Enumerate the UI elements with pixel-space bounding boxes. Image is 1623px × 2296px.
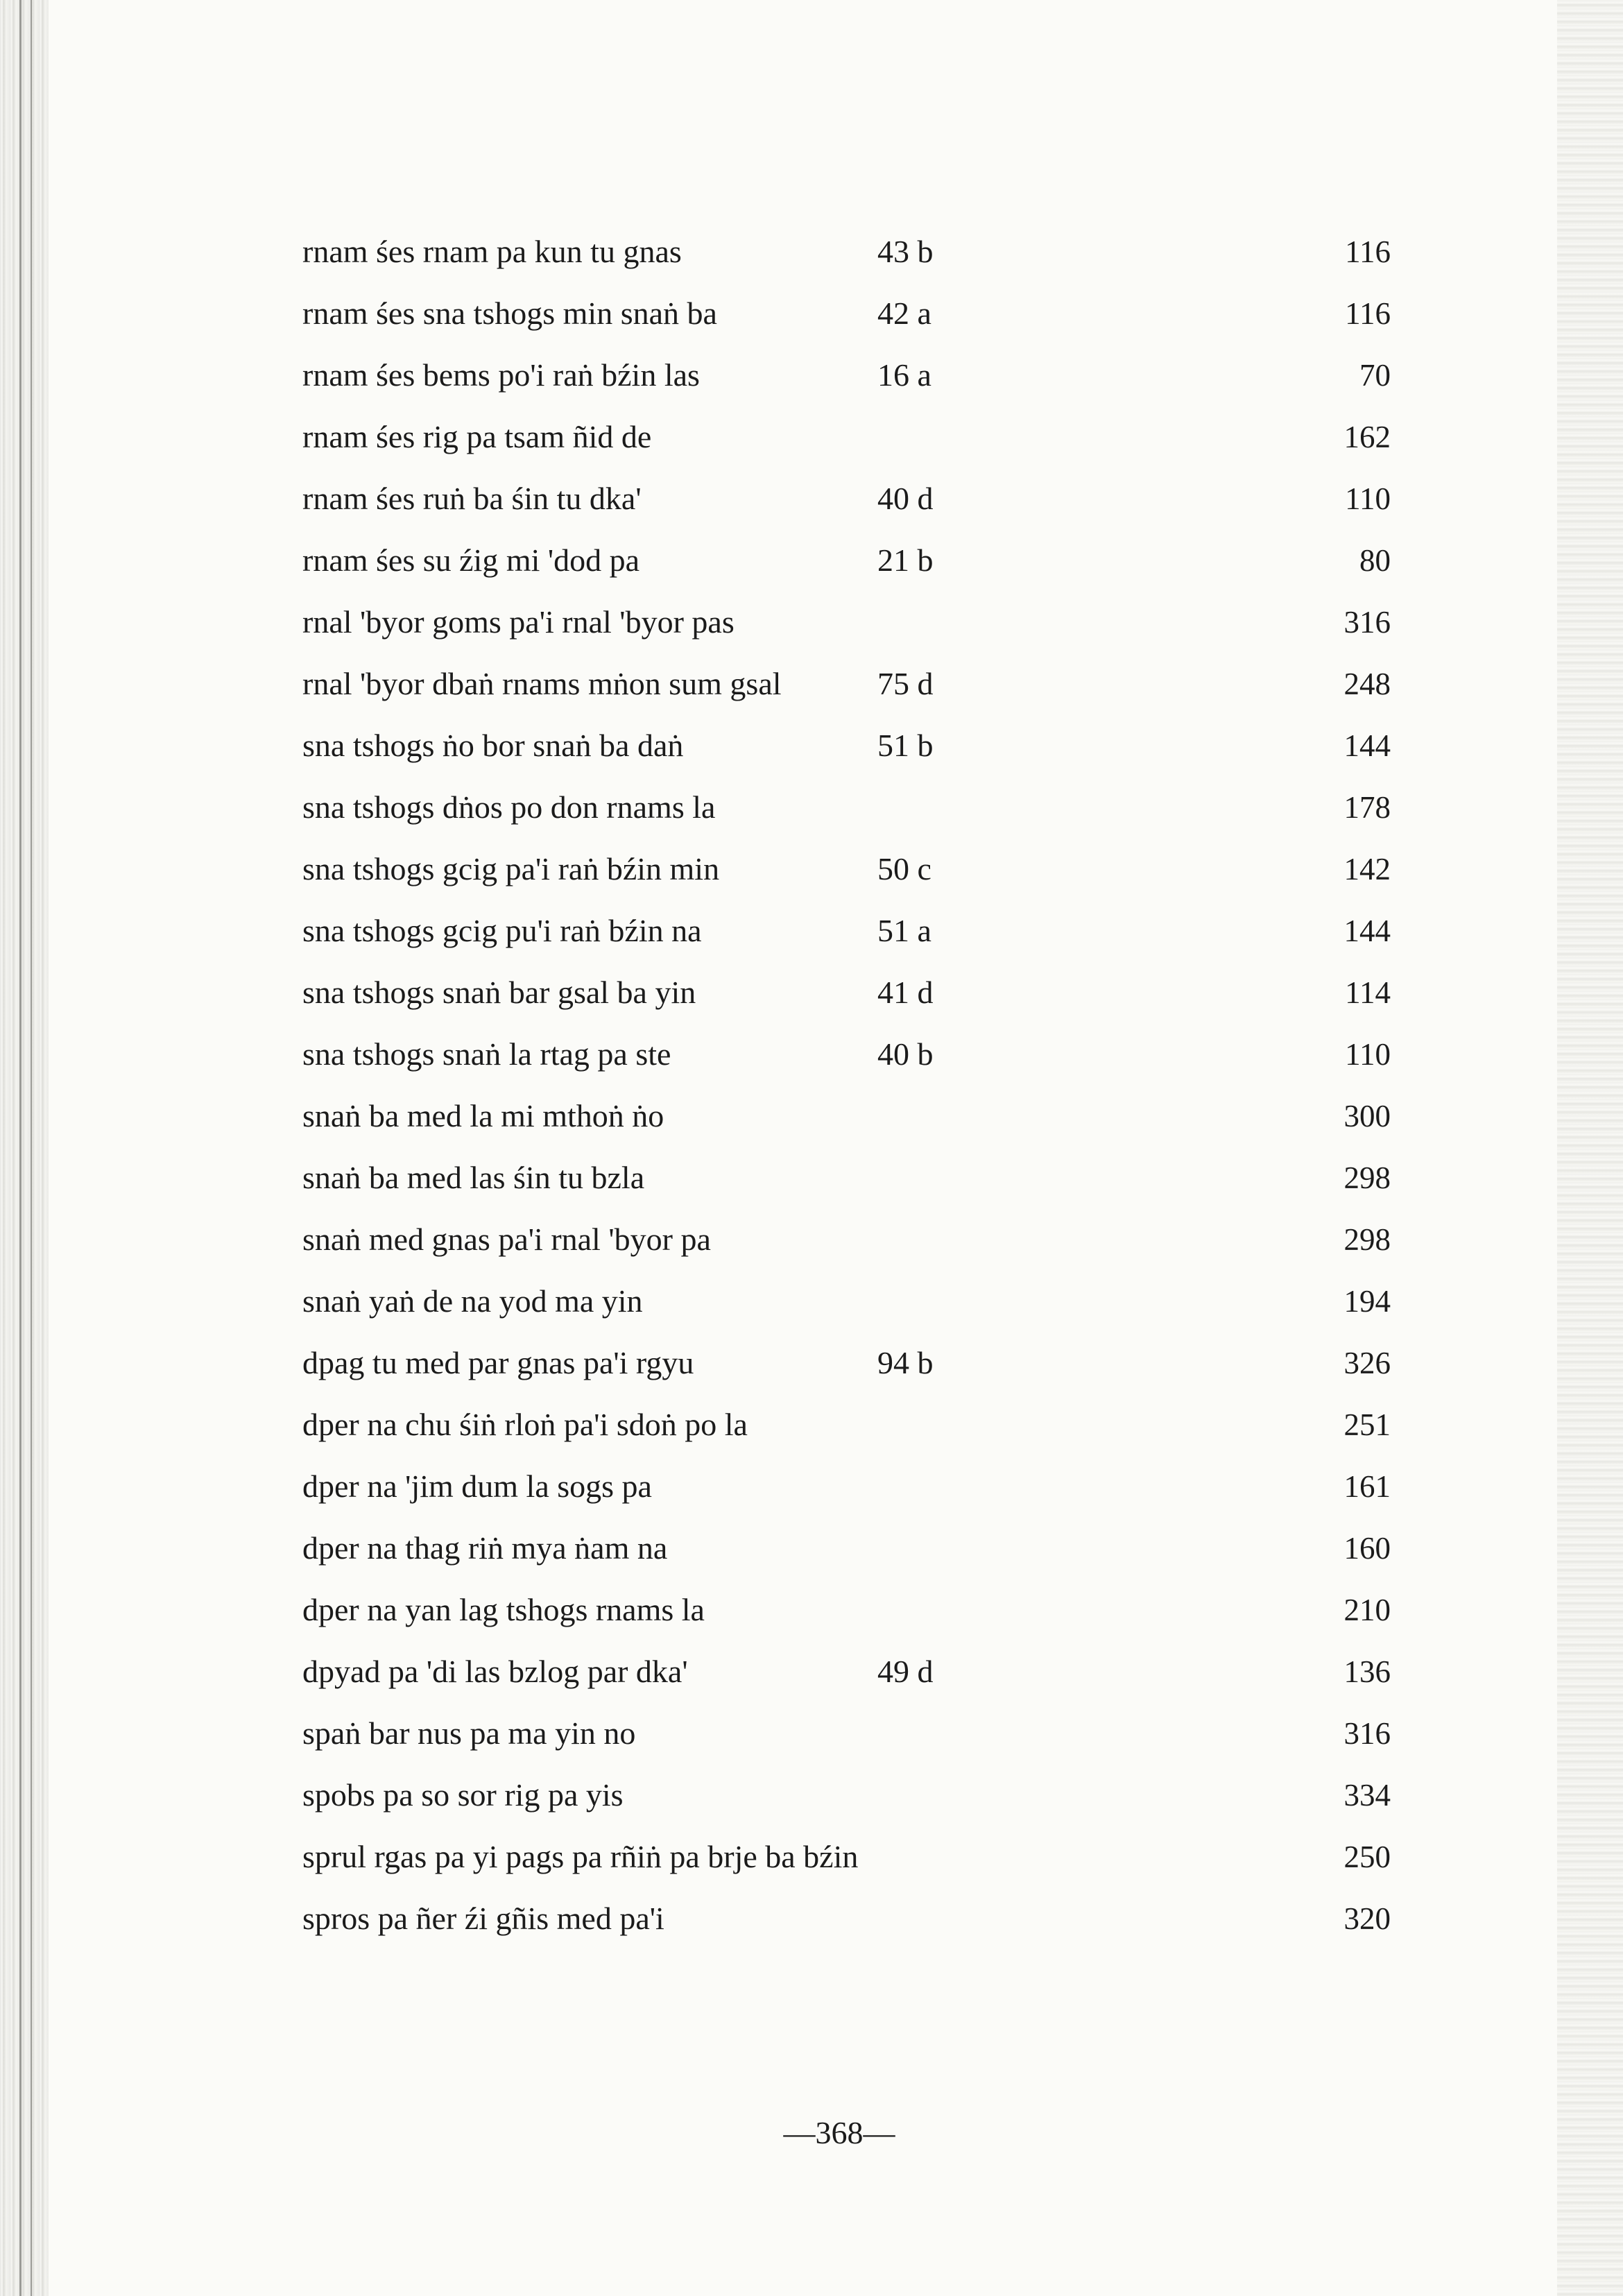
index-entry (0, 536, 1623, 585)
entry-page-number: 251 (1343, 1407, 1391, 1442)
entry-reference: 40 b (877, 1036, 934, 1072)
entry-page-number: 194 (1343, 1284, 1391, 1319)
entry-page-number: 300 (1343, 1099, 1391, 1133)
entry-term: rnam śes sna tshogs min snaṅ ba (302, 295, 717, 331)
entry-reference: 41 d (877, 975, 934, 1010)
entry-page-number: 116 (1345, 234, 1391, 269)
entry-term: rnam śes ruṅ ba śin tu dka' (302, 481, 642, 516)
entry-page-number: 248 (1343, 667, 1391, 701)
index-entry (0, 598, 1623, 646)
entry-reference: 43 b (877, 234, 934, 269)
entry-page-number: 178 (1343, 790, 1391, 825)
index-entry (0, 1709, 1623, 1758)
entry-term: rnam śes bems po'i raṅ bźin las (302, 357, 700, 393)
entry-page-number: 70 (1359, 358, 1391, 393)
entry-page-number: 160 (1343, 1531, 1391, 1566)
index-entry (0, 660, 1623, 708)
index-entry (0, 721, 1623, 770)
entry-page-number: 316 (1343, 605, 1391, 640)
index-entry (0, 1092, 1623, 1140)
entry-page-number: 114 (1345, 975, 1391, 1010)
entry-page-number: 162 (1343, 420, 1391, 454)
entry-page-number: 298 (1343, 1222, 1391, 1257)
entry-term: spobs pa so sor rig pa yis (302, 1777, 624, 1813)
entry-page-number: 142 (1343, 852, 1391, 886)
entry-term: dper na 'jim dum la sogs pa (302, 1468, 652, 1504)
entry-page-number: 136 (1343, 1654, 1391, 1689)
entry-term: dper na yan lag tshogs rnams la (302, 1592, 705, 1627)
entry-term: sna tshogs snaṅ bar gsal ba yin (302, 975, 696, 1010)
entry-term: sprul rgas pa yi pags pa rñiṅ pa brje ba bźin (302, 1839, 859, 1874)
index-entry (0, 1462, 1623, 1511)
entry-term: dpag tu med par gnas pa'i rgyu (302, 1345, 694, 1380)
index-entry (0, 1586, 1623, 1634)
index-entry (0, 351, 1623, 400)
index-entry (0, 1154, 1623, 1202)
entry-term: dpyad pa 'di las bzlog par dka' (302, 1654, 688, 1689)
entry-reference: 51 a (877, 913, 931, 948)
entry-reference: 21 b (877, 542, 934, 578)
index-entry (0, 289, 1623, 338)
entry-page-number: 326 (1343, 1346, 1391, 1380)
entry-reference: 50 c (877, 851, 931, 886)
entry-page-number: 116 (1345, 296, 1391, 331)
entry-reference: 16 a (877, 357, 931, 393)
entry-term: rnam śes rnam pa kun tu gnas (302, 234, 682, 269)
entry-page-number: 110 (1345, 1037, 1391, 1072)
entry-reference: 49 d (877, 1654, 934, 1689)
entry-reference: 51 b (877, 728, 934, 763)
entry-reference: 42 a (877, 295, 931, 331)
entry-term: sna tshogs snaṅ la rtag pa ste (302, 1036, 671, 1072)
entry-page-number: 298 (1343, 1160, 1391, 1195)
index-entry (0, 1771, 1623, 1819)
index-entry (0, 1647, 1623, 1696)
entry-page-number: 320 (1343, 1901, 1391, 1936)
entry-term: rnam śes su źig mi 'dod pa (302, 542, 640, 578)
entry-term: snaṅ ba med la mi mthoṅ ṅo (302, 1098, 664, 1133)
index-entry (0, 1215, 1623, 1264)
entry-reference: 94 b (877, 1345, 934, 1380)
index-entry (0, 1277, 1623, 1326)
index-entry (0, 1894, 1623, 1943)
entry-page-number: 250 (1343, 1840, 1391, 1874)
entry-term: sna tshogs ṅo bor snaṅ ba daṅ (302, 728, 684, 763)
entry-term: sna tshogs gcig pa'i raṅ bźin min (302, 851, 720, 886)
entry-term: sna tshogs dṅos po don rnams la (302, 789, 716, 825)
entry-page-number: 210 (1343, 1593, 1391, 1627)
index-entry (0, 1400, 1623, 1449)
entry-term: dper na thag riṅ mya ṅam na (302, 1530, 668, 1566)
entry-term: sna tshogs gcig pu'i raṅ bźin na (302, 913, 702, 948)
index-entry (0, 1833, 1623, 1881)
entry-term: snaṅ yaṅ de na yod ma yin (302, 1283, 643, 1319)
entry-term: spros pa ñer źi gñis med pa'i (302, 1901, 664, 1936)
entry-term: snaṅ ba med las śin tu bzla (302, 1160, 645, 1195)
entry-page-number: 144 (1343, 914, 1391, 948)
index-entry (0, 783, 1623, 832)
index-entry (0, 228, 1623, 276)
entry-page-number: 110 (1345, 481, 1391, 516)
index-entry (0, 845, 1623, 893)
index-entry (0, 1339, 1623, 1387)
entry-term: rnal 'byor dbaṅ rnams mṅon sum gsal (302, 666, 782, 701)
entry-term: rnam śes rig pa tsam ñid de (302, 419, 652, 454)
index-entry (0, 907, 1623, 955)
entry-term: dper na chu śiṅ rloṅ pa'i sdoṅ po la (302, 1407, 748, 1442)
index-entry (0, 413, 1623, 461)
entry-page-number: 80 (1359, 543, 1391, 578)
entry-term: spaṅ bar nus pa ma yin no (302, 1715, 636, 1751)
index-entry (0, 1524, 1623, 1573)
entry-page-number: 144 (1343, 728, 1391, 763)
index-entry (0, 968, 1623, 1017)
entry-page-number: 316 (1343, 1716, 1391, 1751)
page-number: —368— (783, 2115, 895, 2150)
entry-term: rnal 'byor goms pa'i rnal 'byor pas (302, 604, 735, 640)
index-entry (0, 1030, 1623, 1079)
entry-page-number: 161 (1343, 1469, 1391, 1504)
entry-page-number: 334 (1343, 1778, 1391, 1813)
entry-reference: 40 d (877, 481, 934, 516)
index-entry (0, 474, 1623, 523)
entry-term: snaṅ med gnas pa'i rnal 'byor pa (302, 1222, 711, 1257)
entry-reference: 75 d (877, 666, 934, 701)
